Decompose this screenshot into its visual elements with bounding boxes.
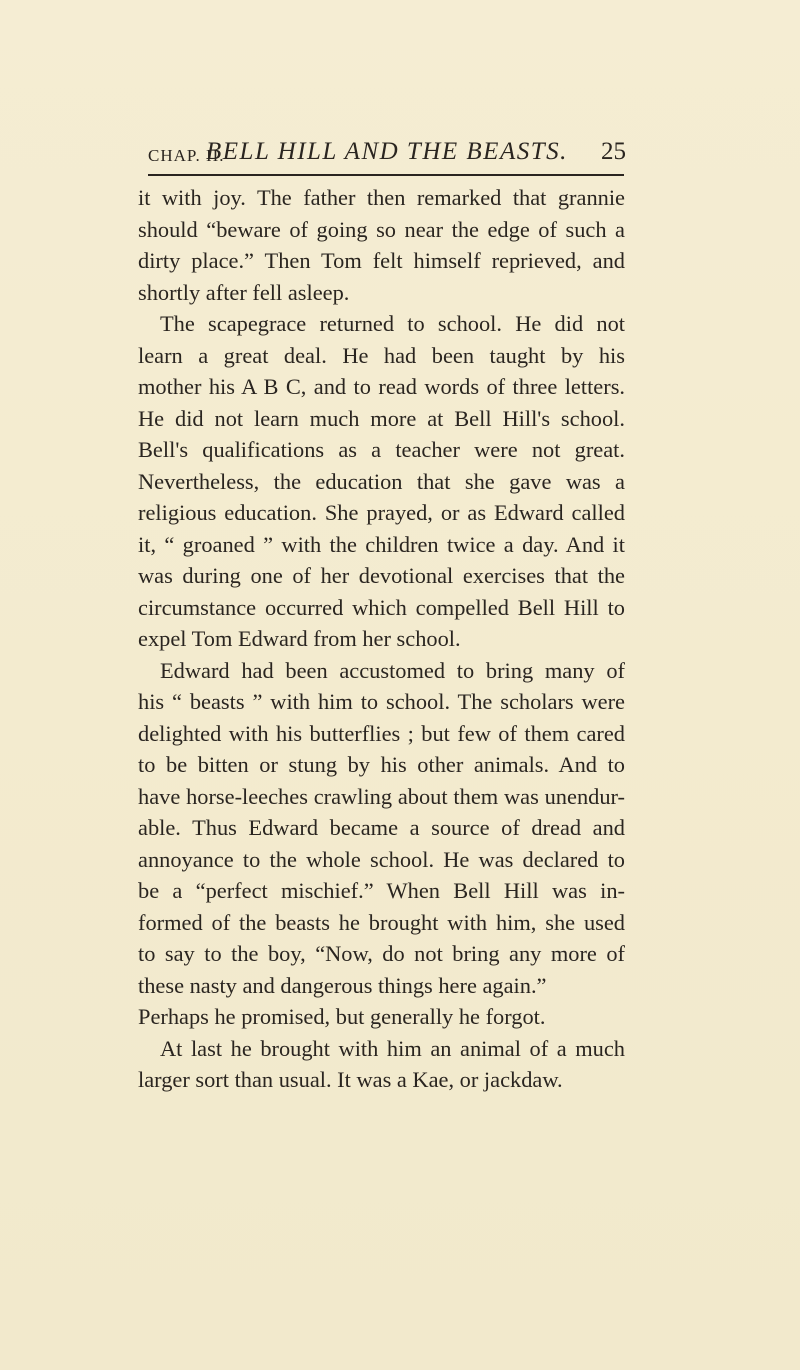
- text-line: to say to the boy, “Now, do not bring any more of: [138, 941, 625, 966]
- chapter-label: CHAP. II.: [148, 146, 225, 165]
- header-rule: [148, 174, 624, 176]
- text-line: mother his A B C, and to read words of three letters.: [138, 374, 625, 399]
- text-line: to be bitten or stung by his other animals. And to: [138, 752, 625, 777]
- text-line: should “beware of going so near the edge of such a: [138, 216, 625, 242]
- text-line: these nasty and dangerous things here again.”: [138, 972, 547, 998]
- text-line: be a “perfect mischief.” When Bell Hill was in-: [138, 878, 625, 903]
- text-line: expel Tom Edward from her school.: [138, 626, 461, 651]
- text-line: The scapegrace returned to school. He did not: [160, 311, 625, 336]
- text-line: Edward had been accustomed to bring many of: [160, 657, 625, 683]
- text-line: learn a great deal. He had been taught by his: [138, 342, 625, 368]
- text-line: it with joy. The father then remarked that grannie: [138, 185, 625, 210]
- text-line: annoyance to the whole school. He was declared to: [138, 846, 625, 872]
- text-line: He did not learn much more at Bell Hill's school.: [138, 405, 625, 431]
- body-text: [138, 182, 625, 1096]
- text-line: his “ beasts ” with him to school. The scholars were: [138, 689, 625, 714]
- text-line: was during one of her devotional exercises that the: [138, 563, 625, 588]
- text-line: dirty place.” Then Tom felt himself reprieved, and: [138, 248, 625, 273]
- text-line: shortly after fell asleep.: [138, 279, 350, 305]
- page-header: [148, 136, 626, 170]
- running-title: BELL HILL AND THE BEASTS.: [206, 138, 568, 165]
- text-line: Perhaps he promised, but generally he forgot.: [138, 1004, 546, 1029]
- text-line: formed of the beasts he brought with him, she used: [138, 909, 625, 935]
- text-line: At last he brought with him an animal of a much: [160, 1035, 625, 1061]
- text-line: Nevertheless, the education that she gave was a: [138, 468, 625, 494]
- text-line: it, “ groaned ” with the children twice a day. And it: [138, 531, 625, 557]
- text-line: circumstance occurred which compelled Bell Hill to: [138, 594, 625, 620]
- text-line: delighted with his butterflies ; but few of them cared: [138, 720, 625, 746]
- text-line: Bell's qualifications as a teacher were not great.: [138, 437, 625, 462]
- text-line: have horse-leeches crawling about them was unendur-: [138, 783, 625, 809]
- text-line: religious education. She prayed, or as Edward called: [138, 500, 625, 525]
- text-line: able. Thus Edward became a source of dread and: [138, 815, 625, 840]
- page-number: 25: [601, 138, 626, 165]
- text-line: larger sort than usual. It was a Kae, or jackdaw.: [138, 1067, 563, 1092]
